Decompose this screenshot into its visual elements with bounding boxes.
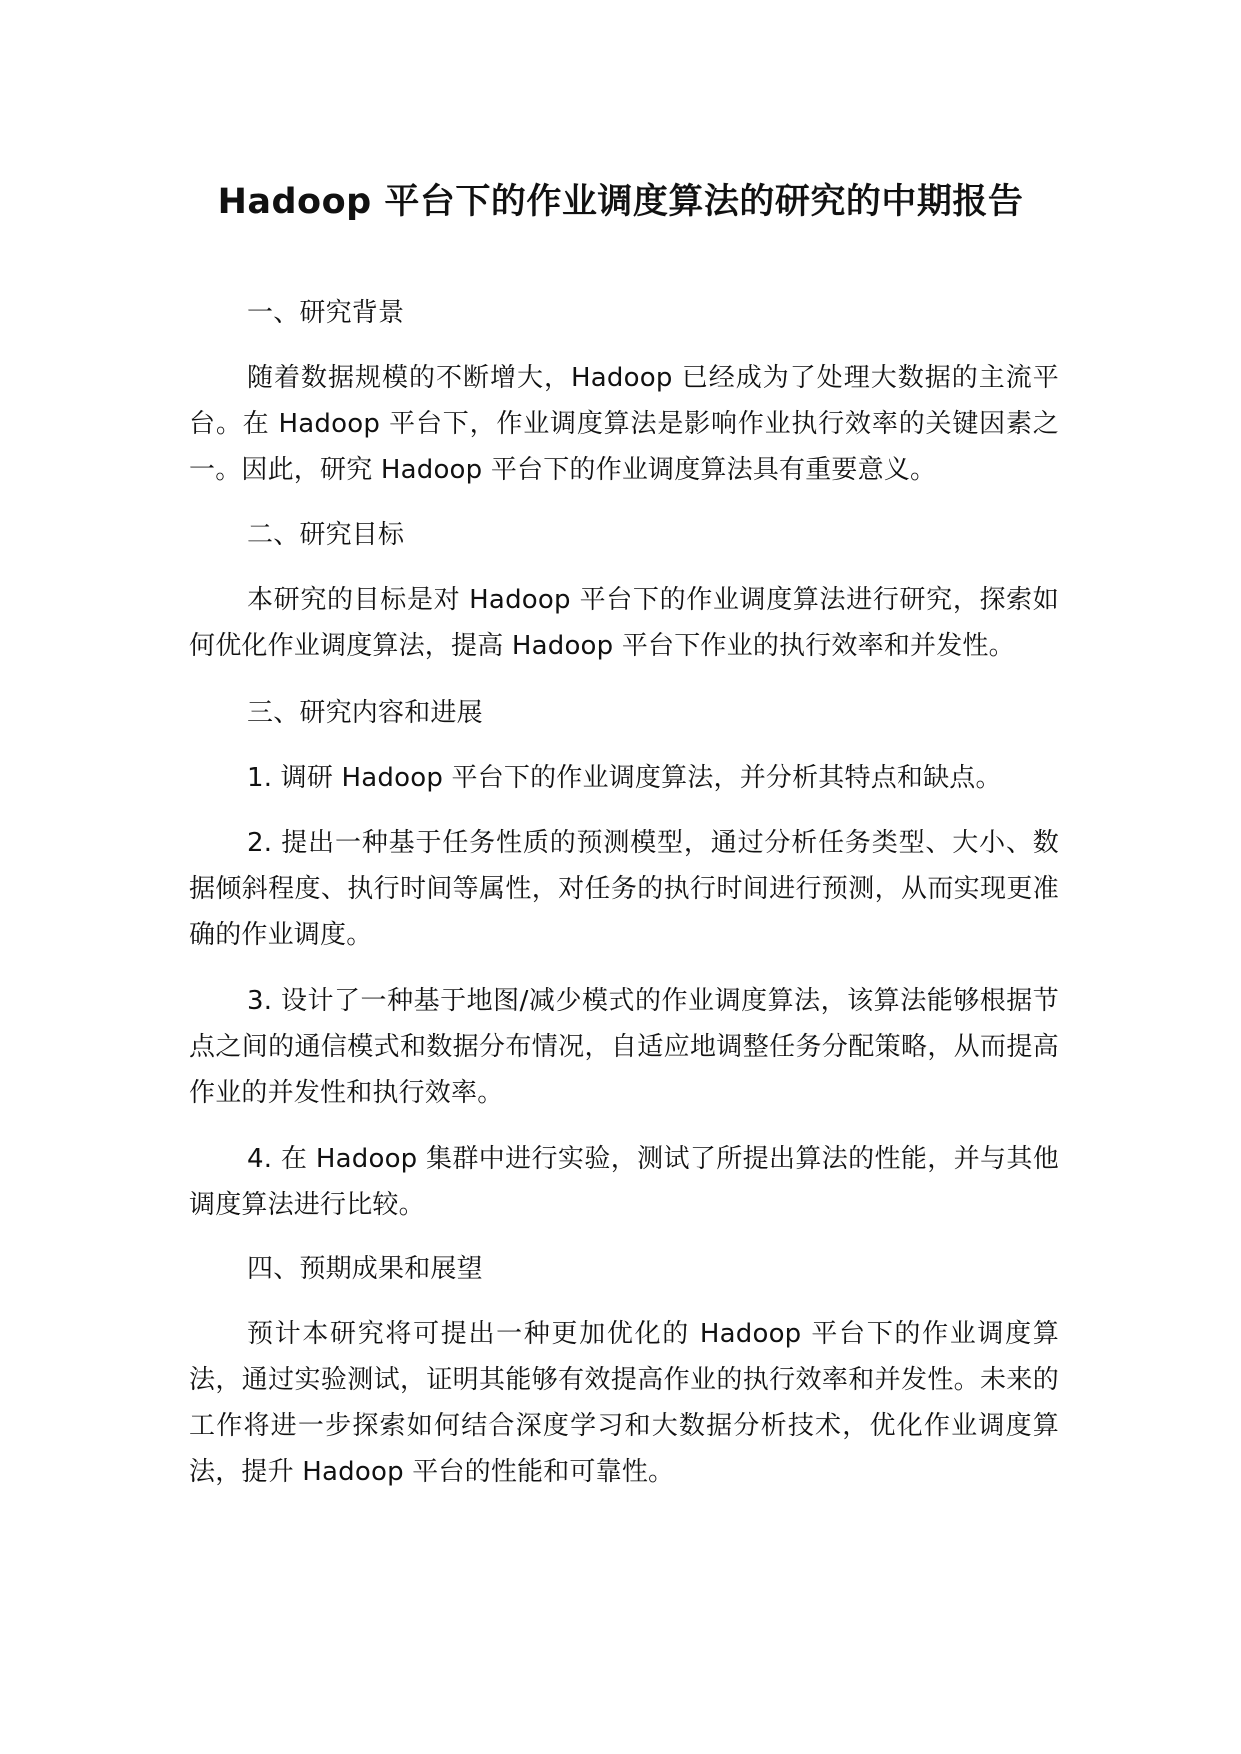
paragraph-background: 随着数据规模的不断增大，Hadoop 已经成为了处理大数据的主流平台。在 Hadoop 平台下，作业调度算法是影响作业执行效率的关键因素之一。因此，研究 Hadoop 平台下的作业调度算法具有重要意义。: [189, 363, 1059, 485]
section-heading-outlook: 四、预期成果和展望: [247, 1254, 483, 1284]
paragraph-goals: 本研究的目标是对 Hadoop 平台下的作业调度算法进行研究，探索如何优化作业调度算法，提高 Hadoop 平台下作业的执行效率和并发性。: [189, 585, 1059, 661]
paragraph-item-4: 4. 在 Hadoop 集群中进行实验，测试了所提出算法的性能，并与其他调度算法进行比较。: [189, 1144, 1059, 1220]
section-heading-goals: 二、研究目标: [247, 520, 405, 550]
paragraph-item-3: 3. 设计了一种基于地图/减少模式的作业调度算法，该算法能够根据节点之间的通信模式和数据分布情况，自适应地调整任务分配策略，从而提高作业的并发性和执行效率。: [189, 986, 1059, 1108]
paragraph-outlook: 预计本研究将可提出一种更加优化的 Hadoop 平台下的作业调度算法，通过实验测试，证明其能够有效提高作业的执行效率和并发性。未来的工作将进一步探索如何结合深度学习和大数据分析技术，优化作业调度算法，提升 Hadoop 平台的性能和可靠性。: [189, 1319, 1059, 1487]
paragraph-item-1: 1. 调研 Hadoop 平台下的作业调度算法，并分析其特点和缺点。: [247, 763, 1002, 793]
section-heading-background: 一、研究背景: [247, 298, 405, 328]
paragraph-item-2: 2. 提出一种基于任务性质的预测模型，通过分析任务类型、大小、数据倾斜程度、执行时间等属性，对任务的执行时间进行预测，从而实现更准确的作业调度。: [189, 828, 1059, 950]
document-title: Hadoop 平台下的作业调度算法的研究的中期报告: [217, 182, 1024, 222]
section-heading-content-progress: 三、研究内容和进展: [247, 698, 483, 728]
